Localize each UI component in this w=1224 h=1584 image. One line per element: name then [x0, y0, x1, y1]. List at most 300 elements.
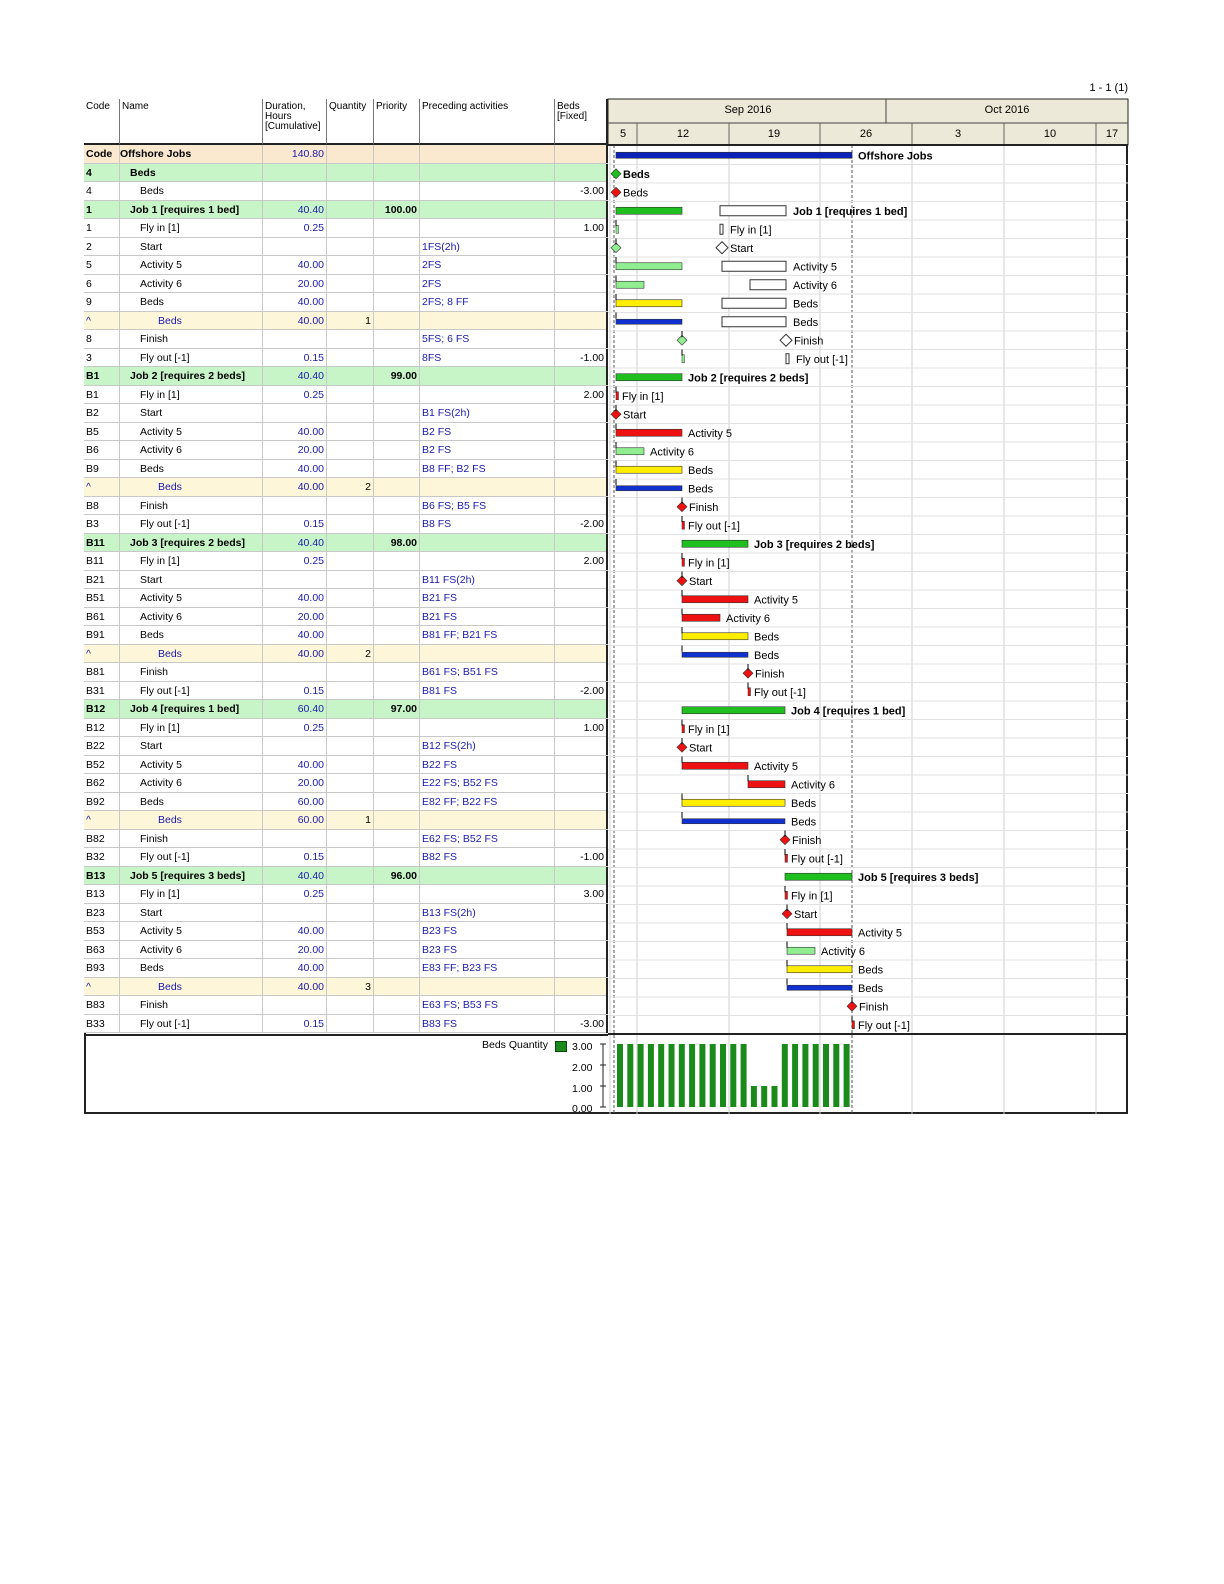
- cell-name: Activity 6: [120, 941, 263, 959]
- task-bar[interactable]: [616, 486, 682, 491]
- bar-label: Start: [623, 409, 647, 422]
- bar-label: Beds: [791, 816, 817, 829]
- cell-name: Fly in [1]: [120, 219, 263, 237]
- cell-beds: 2.00: [555, 552, 608, 570]
- bar-label: Beds: [793, 316, 819, 329]
- week-label: 3: [954, 128, 962, 140]
- cell-preceding: 8FS: [420, 349, 555, 367]
- cell-priority: 98.00: [374, 534, 420, 552]
- task-bar[interactable]: [852, 1021, 855, 1029]
- cell-beds: -1.00: [555, 848, 608, 866]
- baseline-bar: [722, 298, 786, 308]
- bar-label: Offshore Jobs: [858, 150, 933, 163]
- cell-name: Beds: [120, 645, 263, 663]
- cell-name: Finish: [120, 830, 263, 848]
- task-bar[interactable]: [616, 263, 682, 270]
- task-bar[interactable]: [682, 799, 785, 806]
- cell-code: B13: [84, 885, 120, 903]
- bar-label: Finish: [794, 335, 824, 348]
- cell-name: Beds: [120, 460, 263, 478]
- cell-name: Start: [120, 238, 263, 256]
- histogram-legend-swatch: [555, 1041, 567, 1052]
- cell-name: Fly out [-1]: [120, 848, 263, 866]
- cell-name: Fly out [-1]: [120, 682, 263, 700]
- col-header-priority[interactable]: Priority: [374, 99, 420, 145]
- histogram-panel: [84, 1034, 608, 1114]
- cell-duration: 0.15: [263, 1015, 327, 1033]
- cell-preceding: B82 FS: [420, 848, 555, 866]
- cell-preceding: 5FS; 6 FS: [420, 330, 555, 348]
- bar-label: Beds: [754, 649, 780, 662]
- cell-preceding: B2 FS: [420, 441, 555, 459]
- task-bar[interactable]: [785, 873, 852, 880]
- cell-duration: 40.00: [263, 922, 327, 940]
- task-bar[interactable]: [787, 929, 852, 936]
- cell-duration: 40.00: [263, 978, 327, 996]
- cell-preceding: B11 FS(2h): [420, 571, 555, 589]
- bar-label: Fly in [1]: [622, 390, 664, 403]
- bar-label: Activity 6: [650, 446, 695, 459]
- histogram-bar: [802, 1044, 808, 1107]
- cell-name: Beds: [120, 959, 263, 977]
- bar-label: Finish: [755, 668, 785, 681]
- histogram-bar: [833, 1044, 839, 1107]
- histogram-bar: [658, 1044, 664, 1107]
- cell-name: Start: [120, 571, 263, 589]
- cell-name: Fly in [1]: [120, 719, 263, 737]
- cell-name: Start: [120, 737, 263, 755]
- baseline-bar: [786, 354, 789, 364]
- histogram-bar: [689, 1044, 695, 1107]
- cell-beds: 1.00: [555, 719, 608, 737]
- cell-code: ^: [84, 978, 120, 996]
- cell-name: Beds: [120, 182, 263, 200]
- cell-code: 6: [84, 275, 120, 293]
- cell-name: Activity 6: [120, 774, 263, 792]
- task-bar[interactable]: [682, 521, 685, 529]
- baseline-bar: [750, 280, 786, 290]
- cell-code: B11: [84, 534, 120, 552]
- cell-code: B8: [84, 497, 120, 515]
- col-header-quantity[interactable]: Quantity: [327, 99, 374, 145]
- cell-duration: 0.25: [263, 885, 327, 903]
- cell-duration: 40.40: [263, 534, 327, 552]
- bar-label: Beds: [623, 168, 650, 181]
- cell-name: Job 1 [requires 1 bed]: [120, 201, 263, 219]
- cell-code: ^: [84, 312, 120, 330]
- cell-preceding: B61 FS; B51 FS: [420, 663, 555, 681]
- histogram-bar: [617, 1044, 623, 1107]
- task-bar[interactable]: [616, 300, 682, 307]
- cell-code: B83: [84, 996, 120, 1014]
- cell-code: B23: [84, 904, 120, 922]
- cell-preceding: B2 FS: [420, 423, 555, 441]
- histogram-bar: [844, 1044, 850, 1107]
- cell-name: Job 4 [requires 1 bed]: [120, 700, 263, 718]
- cell-preceding: B12 FS(2h): [420, 737, 555, 755]
- cell-quantity: 2: [327, 478, 374, 496]
- cell-preceding: E62 FS; B52 FS: [420, 830, 555, 848]
- task-bar[interactable]: [616, 392, 619, 400]
- cell-code: B52: [84, 756, 120, 774]
- cell-preceding: B23 FS: [420, 941, 555, 959]
- cell-code: B22: [84, 737, 120, 755]
- cell-beds: -1.00: [555, 349, 608, 367]
- cell-code: B1: [84, 367, 120, 385]
- cell-name: Fly in [1]: [120, 552, 263, 570]
- histogram-bar: [648, 1044, 654, 1107]
- cell-code: B61: [84, 608, 120, 626]
- cell-name: Fly out [-1]: [120, 1015, 263, 1033]
- cell-preceding: B8 FS: [420, 515, 555, 533]
- cell-name: Start: [120, 404, 263, 422]
- bar-label: Beds: [688, 483, 714, 496]
- cell-preceding: B13 FS(2h): [420, 904, 555, 922]
- month-label: Oct 2016: [984, 104, 1030, 116]
- task-bar[interactable]: [616, 466, 682, 473]
- bar-label: Fly in [1]: [730, 224, 772, 237]
- cell-beds: -3.00: [555, 1015, 608, 1033]
- cell-priority: 99.00: [374, 367, 420, 385]
- cell-priority: 100.00: [374, 201, 420, 219]
- baseline-bar: [720, 224, 723, 234]
- cell-duration: 40.00: [263, 645, 327, 663]
- cell-preceding: B83 FS: [420, 1015, 555, 1033]
- histogram-bar: [741, 1044, 747, 1107]
- task-bar[interactable]: [616, 225, 619, 233]
- histogram-bar: [638, 1044, 644, 1107]
- cell-preceding: B21 FS: [420, 608, 555, 626]
- task-bar[interactable]: [682, 707, 785, 714]
- col-header-preceding[interactable]: Preceding activities: [420, 99, 555, 145]
- histogram-bar: [792, 1044, 798, 1107]
- bar-label: Start: [730, 242, 754, 255]
- task-bar[interactable]: [787, 985, 852, 990]
- cell-code: 4: [84, 182, 120, 200]
- cell-preceding: 1FS(2h): [420, 238, 555, 256]
- cell-code: B5: [84, 423, 120, 441]
- baseline-bar: [722, 317, 786, 327]
- cell-preceding: B8 FF; B2 FS: [420, 460, 555, 478]
- cell-name: Beds: [120, 164, 263, 182]
- task-bar[interactable]: [748, 781, 785, 788]
- bar-label: Activity 6: [791, 779, 836, 792]
- cell-preceding: 2FS: [420, 275, 555, 293]
- cell-code: B11: [84, 552, 120, 570]
- cell-code: 4: [84, 164, 120, 182]
- col-header-name[interactable]: Name: [120, 99, 263, 145]
- cell-preceding: B81 FS: [420, 682, 555, 700]
- cell-code: B12: [84, 700, 120, 718]
- cell-name: Beds: [120, 312, 263, 330]
- histogram-bar: [782, 1044, 788, 1107]
- cell-duration: 40.00: [263, 256, 327, 274]
- bar-label: Activity 6: [726, 612, 771, 625]
- task-bar[interactable]: [616, 281, 644, 288]
- cell-name: Beds: [120, 293, 263, 311]
- task-bar[interactable]: [682, 596, 748, 603]
- cell-quantity: 2: [327, 645, 374, 663]
- cell-code: B31: [84, 682, 120, 700]
- baseline-bar: [722, 261, 786, 271]
- cell-code: B62: [84, 774, 120, 792]
- bar-label: Beds: [623, 187, 649, 200]
- histogram-bar: [710, 1044, 716, 1107]
- histogram-bar: [669, 1044, 675, 1107]
- month-label: Sep 2016: [724, 104, 772, 116]
- cell-duration: 40.00: [263, 756, 327, 774]
- cell-name: Finish: [120, 996, 263, 1014]
- bar-label: Job 2 [requires 2 beds]: [688, 372, 809, 385]
- week-label: 26: [859, 128, 873, 140]
- cell-preceding: 2FS: [420, 256, 555, 274]
- cell-code: 1: [84, 219, 120, 237]
- cell-code: B33: [84, 1015, 120, 1033]
- milestone-diamond[interactable]: [611, 187, 621, 197]
- col-header-duration[interactable]: Duration, Hours [Cumulative]: [263, 99, 327, 145]
- bar-label: Fly out [-1]: [688, 520, 740, 533]
- week-label: 17: [1105, 128, 1119, 140]
- histogram-bar: [699, 1044, 705, 1107]
- bar-label: Job 4 [requires 1 bed]: [791, 705, 906, 718]
- cell-name: Fly out [-1]: [120, 349, 263, 367]
- bar-label: Activity 5: [688, 427, 733, 440]
- cell-beds: -2.00: [555, 515, 608, 533]
- cell-name: Job 2 [requires 2 beds]: [120, 367, 263, 385]
- bar-label: Beds: [793, 298, 819, 311]
- cell-code: 2: [84, 238, 120, 256]
- task-bar[interactable]: [616, 429, 682, 436]
- cell-code: B53: [84, 922, 120, 940]
- cell-duration: 0.25: [263, 719, 327, 737]
- histogram-tick-1: 1.00: [572, 1083, 593, 1095]
- cell-name: Beds: [120, 626, 263, 644]
- bar-label: Fly out [-1]: [754, 686, 806, 699]
- cell-name: Activity 5: [120, 922, 263, 940]
- bar-label: Activity 5: [793, 261, 838, 274]
- cell-beds: 3.00: [555, 885, 608, 903]
- bar-label: Activity 5: [858, 927, 903, 940]
- cell-beds: 1.00: [555, 219, 608, 237]
- cell-duration: 0.25: [263, 552, 327, 570]
- cell-quantity: 1: [327, 811, 374, 829]
- task-bar[interactable]: [616, 374, 682, 381]
- baseline-diamond: [780, 334, 792, 346]
- cell-duration: 0.15: [263, 515, 327, 533]
- task-bar[interactable]: [616, 152, 852, 158]
- col-header-code[interactable]: Code: [84, 99, 120, 145]
- cell-beds: -2.00: [555, 682, 608, 700]
- cell-code: B92: [84, 793, 120, 811]
- bar-label: Job 5 [requires 3 beds]: [858, 871, 979, 884]
- histogram-bar: [730, 1044, 736, 1107]
- cell-quantity: 3: [327, 978, 374, 996]
- cell-name: Fly in [1]: [120, 386, 263, 404]
- cell-quantity: 1: [327, 312, 374, 330]
- cell-code: 9: [84, 293, 120, 311]
- task-bar[interactable]: [785, 854, 788, 862]
- cell-duration: 20.00: [263, 608, 327, 626]
- bar-label: Job 3 [requires 2 beds]: [754, 538, 875, 551]
- page-number: 1 - 1 (1): [1089, 82, 1128, 94]
- cell-preceding: E83 FF; B23 FS: [420, 959, 555, 977]
- cell-duration: 40.00: [263, 460, 327, 478]
- task-bar[interactable]: [787, 947, 815, 954]
- histogram-bar: [772, 1086, 778, 1107]
- cell-duration: 60.00: [263, 811, 327, 829]
- cell-name: Activity 5: [120, 423, 263, 441]
- bar-label: Activity 6: [821, 945, 866, 958]
- cell-code: Code: [84, 145, 120, 163]
- bar-label: Job 1 [requires 1 bed]: [793, 205, 908, 218]
- week-label: 5: [619, 128, 627, 140]
- cell-code: B82: [84, 830, 120, 848]
- cell-code: B51: [84, 589, 120, 607]
- cell-name: Beds: [120, 978, 263, 996]
- cell-name: Activity 5: [120, 756, 263, 774]
- col-header-beds[interactable]: Beds [Fixed]: [555, 99, 608, 145]
- histogram-label: Beds Quantity: [482, 1039, 548, 1051]
- cell-name: Finish: [120, 663, 263, 681]
- cell-duration: 0.15: [263, 682, 327, 700]
- task-bar[interactable]: [682, 355, 685, 363]
- bar-label: Beds: [688, 464, 714, 477]
- cell-beds: 2.00: [555, 386, 608, 404]
- cell-code: B1: [84, 386, 120, 404]
- histogram-bar: [720, 1044, 726, 1107]
- cell-duration: 40.00: [263, 626, 327, 644]
- cell-code: B2: [84, 404, 120, 422]
- histogram-tick-3: 3.00: [572, 1041, 593, 1053]
- cell-priority: 96.00: [374, 867, 420, 885]
- cell-preceding: E63 FS; B53 FS: [420, 996, 555, 1014]
- cell-code: B6: [84, 441, 120, 459]
- bar-label: Fly in [1]: [791, 890, 833, 903]
- task-bar[interactable]: [682, 633, 748, 640]
- cell-name: Activity 5: [120, 256, 263, 274]
- bar-label: Beds: [791, 797, 817, 810]
- cell-code: B9: [84, 460, 120, 478]
- cell-code: B13: [84, 867, 120, 885]
- cell-preceding: 2FS; 8 FF: [420, 293, 555, 311]
- cell-code: B81: [84, 663, 120, 681]
- task-bar[interactable]: [682, 725, 685, 733]
- cell-code: 5: [84, 256, 120, 274]
- cell-name: Beds: [120, 811, 263, 829]
- cell-name: Activity 5: [120, 589, 263, 607]
- histogram-bar: [627, 1044, 633, 1107]
- cell-name: Fly out [-1]: [120, 515, 263, 533]
- cell-duration: 60.40: [263, 700, 327, 718]
- cell-code: 1: [84, 201, 120, 219]
- cell-preceding: B21 FS: [420, 589, 555, 607]
- cell-code: ^: [84, 811, 120, 829]
- cell-preceding: B6 FS; B5 FS: [420, 497, 555, 515]
- histogram-bar: [679, 1044, 685, 1107]
- task-bar[interactable]: [785, 891, 788, 899]
- cell-duration: 40.00: [263, 293, 327, 311]
- cell-duration: 20.00: [263, 774, 327, 792]
- task-bar[interactable]: [616, 448, 644, 455]
- bar-label: Start: [689, 742, 713, 755]
- cell-duration: 0.15: [263, 349, 327, 367]
- cell-duration: 40.00: [263, 312, 327, 330]
- cell-code: 8: [84, 330, 120, 348]
- histogram-tick-0: 0.00: [572, 1103, 593, 1115]
- bar-label: Finish: [689, 501, 719, 514]
- task-bar[interactable]: [616, 319, 682, 324]
- cell-preceding: B23 FS: [420, 922, 555, 940]
- cell-priority: 97.00: [374, 700, 420, 718]
- cell-preceding: B1 FS(2h): [420, 404, 555, 422]
- task-bar[interactable]: [682, 614, 720, 621]
- cell-duration: 140.80: [263, 145, 327, 163]
- histogram-bar: [813, 1044, 819, 1107]
- histogram-bar: [751, 1086, 757, 1107]
- cell-duration: 20.00: [263, 275, 327, 293]
- bar-label: Activity 5: [754, 594, 799, 607]
- histogram-tick-2: 2.00: [572, 1062, 593, 1074]
- cell-code: B63: [84, 941, 120, 959]
- task-bar[interactable]: [682, 762, 748, 769]
- bar-label: Beds: [858, 982, 884, 995]
- task-bar[interactable]: [682, 558, 685, 566]
- bar-label: Fly out [-1]: [858, 1019, 910, 1032]
- milestone-diamond[interactable]: [611, 169, 621, 179]
- cell-duration: 0.25: [263, 386, 327, 404]
- cell-code: B32: [84, 848, 120, 866]
- bar-label: Beds: [858, 964, 884, 977]
- cell-duration: 0.15: [263, 848, 327, 866]
- bar-label: Activity 6: [793, 279, 838, 292]
- cell-duration: 20.00: [263, 441, 327, 459]
- week-label: 12: [676, 128, 690, 140]
- cell-duration: 0.25: [263, 219, 327, 237]
- cell-name: Finish: [120, 330, 263, 348]
- bar-label: Start: [794, 908, 818, 921]
- cell-duration: 40.00: [263, 478, 327, 496]
- cell-name: Activity 6: [120, 275, 263, 293]
- bar-label: Fly in [1]: [688, 723, 730, 736]
- bar-label: Activity 5: [754, 760, 799, 773]
- cell-name: Fly in [1]: [120, 885, 263, 903]
- cell-code: B12: [84, 719, 120, 737]
- cell-duration: 40.40: [263, 201, 327, 219]
- cell-code: ^: [84, 645, 120, 663]
- task-bar[interactable]: [616, 207, 682, 214]
- baseline-diamond: [716, 242, 728, 254]
- task-bar[interactable]: [748, 688, 751, 696]
- week-label: 19: [767, 128, 781, 140]
- cell-code: ^: [84, 478, 120, 496]
- cell-name: Activity 6: [120, 441, 263, 459]
- task-bar[interactable]: [787, 966, 852, 973]
- histogram-bar: [761, 1086, 767, 1107]
- task-bar[interactable]: [682, 540, 748, 547]
- cell-name: Finish: [120, 497, 263, 515]
- bar-label: Fly out [-1]: [791, 853, 843, 866]
- cell-preceding: B22 FS: [420, 756, 555, 774]
- task-bar[interactable]: [682, 652, 748, 657]
- cell-duration: 20.00: [263, 941, 327, 959]
- cell-code: B91: [84, 626, 120, 644]
- cell-name: Offshore Jobs: [120, 145, 263, 163]
- cell-code: 3: [84, 349, 120, 367]
- cell-duration: 40.00: [263, 589, 327, 607]
- histogram-bar: [823, 1044, 829, 1107]
- task-bar[interactable]: [682, 819, 785, 824]
- cell-preceding: B81 FF; B21 FS: [420, 626, 555, 644]
